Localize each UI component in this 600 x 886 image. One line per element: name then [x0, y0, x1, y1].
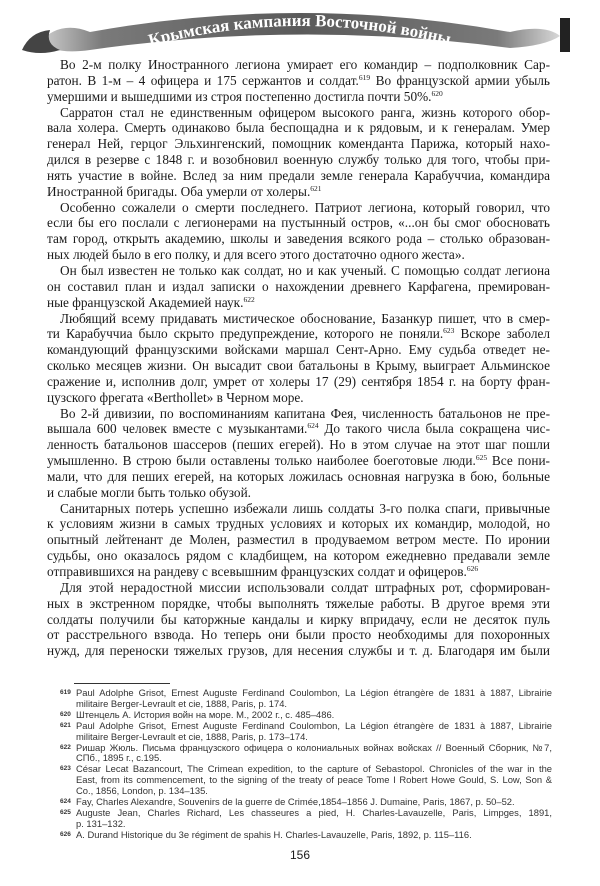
footnote-ref: 622	[243, 294, 255, 304]
footnote-line: Штенцель А. История войн на море. М., 2002 г., с. 485–486.	[76, 708, 335, 720]
footnote-number: 626	[60, 830, 71, 838]
text-line	[47, 105, 550, 121]
text-segment: умершими и вышедшими из строя постепенно достигла почти 50%.	[47, 88, 432, 104]
text-segment: Любящий всему придавать мистическое обоснование, Базанкур пишет, что в смер-	[60, 310, 550, 326]
text-segment: мали, что для пеших егерей, на которых ложилась основная нагрузка в бою, больные	[47, 468, 550, 484]
footnote	[60, 830, 552, 841]
footnote-ref: 620	[431, 88, 443, 98]
text-line	[47, 548, 550, 564]
footnote-line: Paul Adolphe Grisot, Ernest Auguste Ferdinand Coulombon, La Légion étrangère de 1831 à 1887, Librairie	[76, 719, 552, 731]
text-line	[47, 89, 550, 105]
text-segment: дился в резерве с 1848 г. и возобновил военную службу только для того, чтобы при-	[47, 152, 550, 168]
text-segment: отправившихся на рандеву с всевышним французских солдат и офицеров.	[47, 564, 467, 579]
text-segment: ные французской Академией наук.	[47, 294, 244, 310]
text-line	[47, 643, 550, 659]
footnote-line: East, from its commencement, to the signing of the treaty of peace Tome I Robert Howe Gould, S. Low, Son &	[76, 774, 552, 786]
footnote-ref: 626	[466, 564, 479, 573]
text-segment: солдаты получили бы каторжные кандалы и кирку впридачу, если не десяток пуль	[47, 611, 550, 627]
footnote-line: Auguste Jean, Charles Richard, Les chasseures a pied, H. Charles-Lavauzelle, Paris, Limpges, 1891,	[76, 806, 552, 818]
text-segment: Во 2-м полку Иностранного легиона умирает его командир – подполковник Сар-	[60, 57, 550, 72]
paragraph	[47, 501, 550, 580]
text-line	[47, 516, 550, 532]
text-line	[47, 263, 550, 279]
footnote-line: Fay, Charles Alexandre, Souvenirs de la guerre de Crimée,1854–1856 J. Dumaine, Paris, 1867, p. 50–52.	[76, 796, 515, 808]
footnote-number: 621	[60, 721, 71, 729]
footnote-number: 624	[60, 798, 71, 806]
paragraph	[47, 105, 550, 200]
footnote-line: A. Durand Historique du 3e régiment de spahis H. Charles-Lavauzelle, Paris, 1892, p. 115–116.	[76, 828, 472, 840]
text-line	[47, 390, 550, 406]
text-line	[47, 627, 550, 643]
text-segment: Сарратон стал не единственным офицером высокого ранга, жизнь которого обор-	[60, 104, 550, 120]
text-line	[47, 437, 550, 453]
text-segment: Во 2-й дивизии, по воспоминаниям капитана Фея, численность батальонов не пре-	[60, 405, 550, 421]
text-line	[47, 120, 550, 136]
page-number: 156	[289, 848, 311, 862]
text-segment: сражение и, исполнив долг, умрет от холеры 17 (29) сентября 1854 г. на борту фран-	[47, 373, 550, 389]
text-line	[47, 136, 550, 152]
body-text	[47, 57, 550, 659]
text-line	[47, 279, 550, 295]
text-line	[47, 311, 550, 327]
text-segment: и слабые могли быть только обузой.	[47, 484, 252, 500]
footnote-line: militaire Berger-Levrault et cie, 1888, Paris, p. 173–174.	[76, 730, 308, 742]
text-segment: ных в экстренном порядке, чтобы выполнять тяжелые работы. В другое время эти	[47, 595, 550, 611]
text-segment: Он был известен не только как солдат, но и как ученый. С помощью солдат легиона	[60, 262, 550, 278]
text-line	[47, 485, 550, 501]
text-line	[47, 532, 550, 548]
footnotes	[60, 688, 552, 841]
chapter-banner	[0, 0, 600, 56]
text-segment: До такого числа была сокращена чис-	[318, 421, 550, 437]
text-segment: Все пони-	[487, 453, 550, 469]
footnote-line: Paul Adolphe Grisot, Ernest Auguste Ferdinand Coulombon, La Légion étrangère de 1831 à 1887, Librairie	[76, 687, 552, 698]
footnote-number: 619	[60, 689, 71, 696]
footnote-line: Ришар Жюль. Письма французского офицера о колониальных войнах войсках // Военный Сборник, №7,	[76, 741, 552, 753]
text-line	[47, 168, 550, 184]
paragraph	[47, 406, 550, 501]
text-line	[47, 453, 550, 469]
footnote-number: 620	[60, 710, 71, 718]
text-line	[47, 57, 550, 73]
text-segment: там город, открыть академию, школы и заведения всякого рода – столько образован-	[47, 231, 550, 247]
paragraph	[47, 311, 550, 406]
text-line	[47, 469, 550, 485]
text-segment: от расстрельного взвода. Но теперь они были просто необходимы для похоронных	[47, 627, 550, 643]
text-segment: Санитарных потерь успешно избежали лишь солдаты 3-го полка спаги, привычные	[60, 500, 550, 516]
text-segment: сколько месяцев жизни. Он высадит свои батальоны в Крыму, выиграет Альминское	[47, 358, 550, 374]
text-line	[47, 374, 550, 390]
text-segment: умышленно. В строю были оставлены только наиболее боеготовые люди.	[47, 453, 476, 469]
footnote	[60, 764, 552, 797]
text-segment: Вскоре заболел	[454, 326, 551, 342]
text-line	[47, 200, 550, 216]
text-line	[47, 580, 550, 596]
text-segment: ных людей было в его полку, и для всего этого достаточно одного жеста».	[47, 247, 465, 263]
text-line	[47, 421, 550, 437]
text-segment: нужд, для переноски тяжелых грузов, для несения службы и т. д. Благодаря им были	[47, 643, 550, 659]
footnote	[60, 721, 552, 743]
text-line	[47, 612, 550, 628]
footnote-ref: 621	[310, 183, 322, 193]
text-segment: он составил план и издал записки о нахождении древнего Карфагена, премирован-	[47, 278, 550, 294]
footnote-line: Co., 1856, London, p. 134–135.	[76, 785, 208, 797]
footnote-line: СПб., 1895 г., с.195.	[76, 752, 162, 764]
text-segment: ленность батальонов шассеров (пеших егерей). Но в этом случае на этот шаг пошли	[47, 437, 550, 453]
text-line	[47, 564, 550, 580]
text-segment: ти Карабуччиа было скрыто предупреждение, которого не поняли.	[47, 326, 444, 342]
text-segment: судьбы, оно оказалось рядом с кладбищем, на котором ежедневно предавали земле	[47, 548, 550, 564]
text-segment: Для этой нерадостной миссии использовали солдат штрафных рот, сформирован-	[60, 579, 550, 595]
text-line	[47, 406, 550, 422]
footnote	[60, 688, 552, 710]
footnote-ref: 624	[307, 421, 319, 431]
text-segment: вышала 600 человек вместе с музыкантами.	[47, 421, 308, 437]
footnote-line: César Lecat Bazancourt, The Crimean expedition, to the capture of Sebastopol. Chronicles of the war in the	[76, 763, 552, 775]
footnote-divider	[74, 683, 170, 684]
footnote-line: p. 131–132.	[76, 817, 126, 829]
text-line	[47, 215, 550, 231]
text-segment: если бы его послали с легионерами на пустынный остров, «...он бы смог обосновать	[47, 215, 550, 231]
text-segment: Во французской армии убыль	[370, 72, 551, 88]
text-line	[47, 501, 550, 517]
text-line	[47, 295, 550, 311]
text-line	[47, 73, 550, 89]
footnote-number: 625	[60, 808, 71, 816]
ribbon-right-post	[560, 18, 570, 52]
text-segment: командующий французскими войсками маршал Сент-Арно. Ему судьба отведет не-	[47, 342, 550, 358]
text-segment: генерал Ней, герцог Эльхингенский, помощник коменданта Парижа, который нахо-	[47, 136, 550, 152]
text-line	[47, 342, 550, 358]
footnote	[60, 808, 552, 830]
text-segment: вала холера. Смерть одинаково была беспощадна и к рядовым, и к генералам. Умер	[47, 120, 550, 136]
text-segment: ратон. В 1-м – 4 офицера и 175 сержантов и солдат.	[47, 72, 359, 88]
text-line	[47, 596, 550, 612]
footnote-line: militaire Berger-Levrault et cie, 1888, Paris, p. 174.	[76, 697, 288, 709]
text-line	[47, 358, 550, 374]
text-line	[47, 231, 550, 247]
footnote-ref: 625	[475, 453, 488, 463]
text-segment: опытный лейтенант де Молен, разместил в продуваемом ветром месте. По иронии	[47, 532, 550, 548]
text-line	[47, 184, 550, 200]
paragraph	[47, 263, 550, 311]
footnote-ref: 623	[443, 326, 455, 336]
footnote-ref: 619	[358, 72, 371, 82]
text-segment: Особенно сожалели о смерти последнего. Патриот легиона, который говорил, что	[60, 199, 550, 215]
text-line	[47, 326, 550, 342]
chapter-title: Крымская кампания Восточной войны	[146, 10, 453, 50]
footnote-number: 622	[60, 743, 71, 751]
text-segment: цузского фрегата «Berthollet» в Черном море.	[47, 389, 304, 405]
text-line	[47, 247, 550, 263]
paragraph	[47, 200, 550, 263]
footnote	[60, 743, 552, 765]
paragraph	[47, 57, 550, 105]
text-segment: Иностранной бригады. Оба умерли от холеры.	[47, 183, 311, 199]
text-segment: нять участие в войне. Вслед за ним предали земле генерала Карабуччиа, командира	[47, 167, 550, 183]
footnote-number: 623	[60, 765, 71, 773]
text-segment: к условиям жизни в самых трудных условиях и которых их командир, молодой, но	[47, 516, 550, 532]
text-line	[47, 152, 550, 168]
paragraph	[47, 580, 550, 659]
